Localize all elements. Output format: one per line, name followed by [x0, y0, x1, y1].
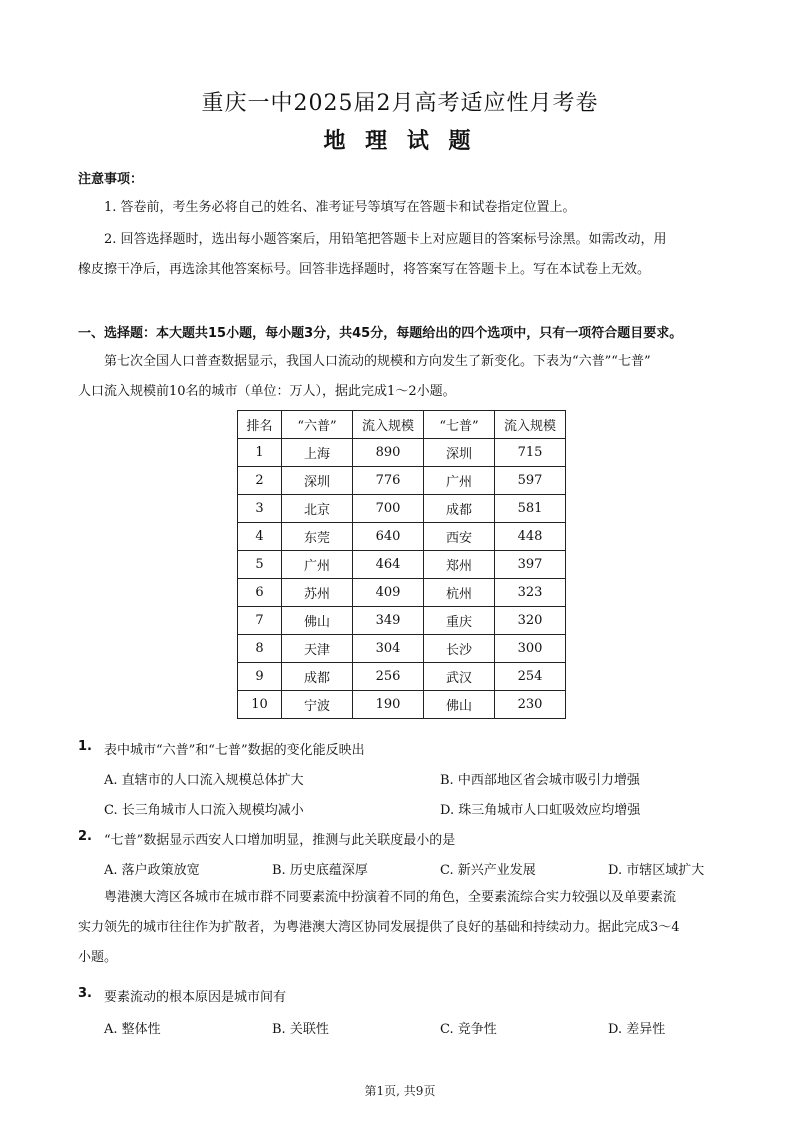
table-row — [238, 551, 566, 579]
table-cell-sixth-census-city: 宁波 — [282, 691, 353, 719]
question-1-text: 表中城市“六普”和“七普”数据的变化能反映出 — [104, 743, 365, 758]
subject-title: 地 理 试 题 — [323, 129, 477, 154]
table-row — [238, 635, 566, 663]
table-cell-seventh-census-city: 重庆 — [424, 607, 495, 635]
table-row — [238, 467, 566, 495]
table-cell-sixth-census-inflow: 464 — [353, 551, 424, 579]
table-cell-seventh-census-city: 成都 — [424, 495, 495, 523]
table-cell-seventh-census-city: 杭州 — [424, 579, 495, 607]
question-1-option-d: D. 珠三角城市人口虹吸效应均增强 — [440, 803, 641, 818]
question-1-number: 1. — [78, 739, 92, 754]
table-cell-seventh-census-inflow: 581 — [495, 495, 566, 523]
table-row — [238, 523, 566, 551]
table-cell-seventh-census-inflow: 300 — [495, 635, 566, 663]
table-row — [238, 439, 566, 467]
table-cell-rank: 8 — [238, 635, 282, 663]
table-cell-rank: 4 — [238, 523, 282, 551]
table-cell-seventh-census-inflow: 320 — [495, 607, 566, 635]
table-cell-rank: 1 — [238, 439, 282, 467]
question-2-number: 2. — [78, 829, 92, 844]
exam-title: 重庆一中2025届2月高考适应性月考卷 — [201, 91, 599, 116]
table-cell-rank: 5 — [238, 551, 282, 579]
question-3-option-a: A. 整体性 — [104, 1022, 161, 1037]
table-cell-sixth-census-city: 天津 — [282, 635, 353, 663]
table-row — [238, 691, 566, 719]
population-table — [237, 410, 566, 719]
table-cell-sixth-census-city: 东莞 — [282, 523, 353, 551]
table-cell-rank: 3 — [238, 495, 282, 523]
question-3-option-d: D. 差异性 — [608, 1022, 666, 1037]
table-row — [238, 495, 566, 523]
table-cell-sixth-census-inflow: 190 — [353, 691, 424, 719]
table-cell-seventh-census-inflow: 230 — [495, 691, 566, 719]
table-cell-seventh-census-inflow: 715 — [495, 439, 566, 467]
table-cell-seventh-census-city: 佛山 — [424, 691, 495, 719]
note-item-2-line-2: 橡皮擦干净后，再选涂其他答案标号。回答非选择题时，将答案写在答题卡上。写在本试卷上无效。 — [78, 262, 651, 277]
question-2-option-d: D. 市辖区域扩大 — [608, 863, 705, 878]
table-cell-sixth-census-city: 苏州 — [282, 579, 353, 607]
intro-line-1: 第七次全国人口普查数据显示，我国人口流动的规模和方向发生了新变化。下表为“六普”“七普” — [104, 354, 651, 369]
table-cell-sixth-census-inflow: 256 — [353, 663, 424, 691]
question-1-option-a: A. 直辖市的人口流入规模总体扩大 — [104, 773, 304, 788]
header-sixth-census: “六普” — [282, 411, 353, 439]
table-cell-seventh-census-city: 深圳 — [424, 439, 495, 467]
table-cell-sixth-census-inflow: 640 — [353, 523, 424, 551]
header-inflow-6: 流入规模 — [353, 411, 424, 439]
table-cell-seventh-census-inflow: 254 — [495, 663, 566, 691]
header-inflow-7: 流入规模 — [495, 411, 566, 439]
table-row — [238, 579, 566, 607]
table-cell-seventh-census-city: 长沙 — [424, 635, 495, 663]
question-2-option-a: A. 落户政策放宽 — [104, 863, 200, 878]
table-cell-seventh-census-inflow: 597 — [495, 467, 566, 495]
table-cell-rank: 6 — [238, 579, 282, 607]
table-cell-rank: 2 — [238, 467, 282, 495]
table-cell-seventh-census-inflow: 323 — [495, 579, 566, 607]
intro-line-2: 人口流入规模前10名的城市（单位：万人），据此完成1～2小题。 — [78, 384, 456, 399]
table-cell-sixth-census-inflow: 409 — [353, 579, 424, 607]
table-cell-seventh-census-city: 西安 — [424, 523, 495, 551]
table-cell-sixth-census-city: 佛山 — [282, 607, 353, 635]
passage-2-line-2: 实力领先的城市往往作为扩散者，为粤港澳大湾区协同发展提供了良好的基础和持续动力。据此完成3～4 — [78, 920, 680, 935]
question-3-option-b: B. 关联性 — [272, 1022, 329, 1037]
notes-heading: 注意事项： — [78, 172, 144, 187]
passage-2-line-3: 小题。 — [78, 950, 118, 965]
table-cell-sixth-census-inflow: 700 — [353, 495, 424, 523]
question-3-option-c: C. 竞争性 — [440, 1022, 497, 1037]
table-cell-rank: 7 — [238, 607, 282, 635]
table-cell-sixth-census-city: 北京 — [282, 495, 353, 523]
table-cell-rank: 10 — [238, 691, 282, 719]
table-cell-sixth-census-city: 广州 — [282, 551, 353, 579]
table-row — [238, 663, 566, 691]
table-cell-rank: 9 — [238, 663, 282, 691]
table-cell-seventh-census-city: 武汉 — [424, 663, 495, 691]
table-cell-seventh-census-inflow: 448 — [495, 523, 566, 551]
note-item-1: 1. 答卷前，考生务必将自己的姓名、准考证号等填写在答题卡和试卷指定位置上。 — [104, 200, 576, 215]
table-cell-seventh-census-city: 广州 — [424, 467, 495, 495]
table-cell-sixth-census-city: 上海 — [282, 439, 353, 467]
table-cell-sixth-census-inflow: 304 — [353, 635, 424, 663]
table-header-row — [238, 411, 566, 439]
section-heading: 一、选择题：本大题共15小题，每小题3分，共45分，每题给出的四个选项中，只有一项符合题目要求。 — [78, 326, 683, 341]
question-3-number: 3. — [78, 986, 92, 1001]
question-2-option-c: C. 新兴产业发展 — [440, 863, 536, 878]
question-1-option-c: C. 长三角城市人口流入规模均减小 — [104, 803, 304, 818]
table-cell-sixth-census-city: 深圳 — [282, 467, 353, 495]
question-2-text: “七普”数据显示西安人口增加明显，推测与此关联度最小的是 — [104, 833, 456, 848]
table-cell-seventh-census-city: 郑州 — [424, 551, 495, 579]
passage-2-line-1: 粤港澳大湾区各城市在城市群不同要素流中扮演着不同的角色，全要素流综合实力较强以及单要素流 — [104, 890, 677, 905]
header-rank: 排名 — [238, 411, 282, 439]
table-row — [238, 607, 566, 635]
question-1-option-b: B. 中西部地区省会城市吸引力增强 — [440, 773, 640, 788]
table-cell-sixth-census-city: 成都 — [282, 663, 353, 691]
header-seventh-census: “七普” — [424, 411, 495, 439]
table-cell-seventh-census-inflow: 397 — [495, 551, 566, 579]
question-2-option-b: B. 历史底蕴深厚 — [272, 863, 368, 878]
question-3-text: 要素流动的根本原因是城市间有 — [104, 990, 287, 1005]
table-cell-sixth-census-inflow: 776 — [353, 467, 424, 495]
note-item-2-line-1: 2. 回答选择题时，选出每小题答案后，用铅笔把答题卡上对应题目的答案标号涂黑。如需改动，用 — [104, 232, 667, 247]
table-cell-sixth-census-inflow: 890 — [353, 439, 424, 467]
table-cell-sixth-census-inflow: 349 — [353, 607, 424, 635]
page-number: 第1页, 共9页 — [364, 1084, 436, 1098]
